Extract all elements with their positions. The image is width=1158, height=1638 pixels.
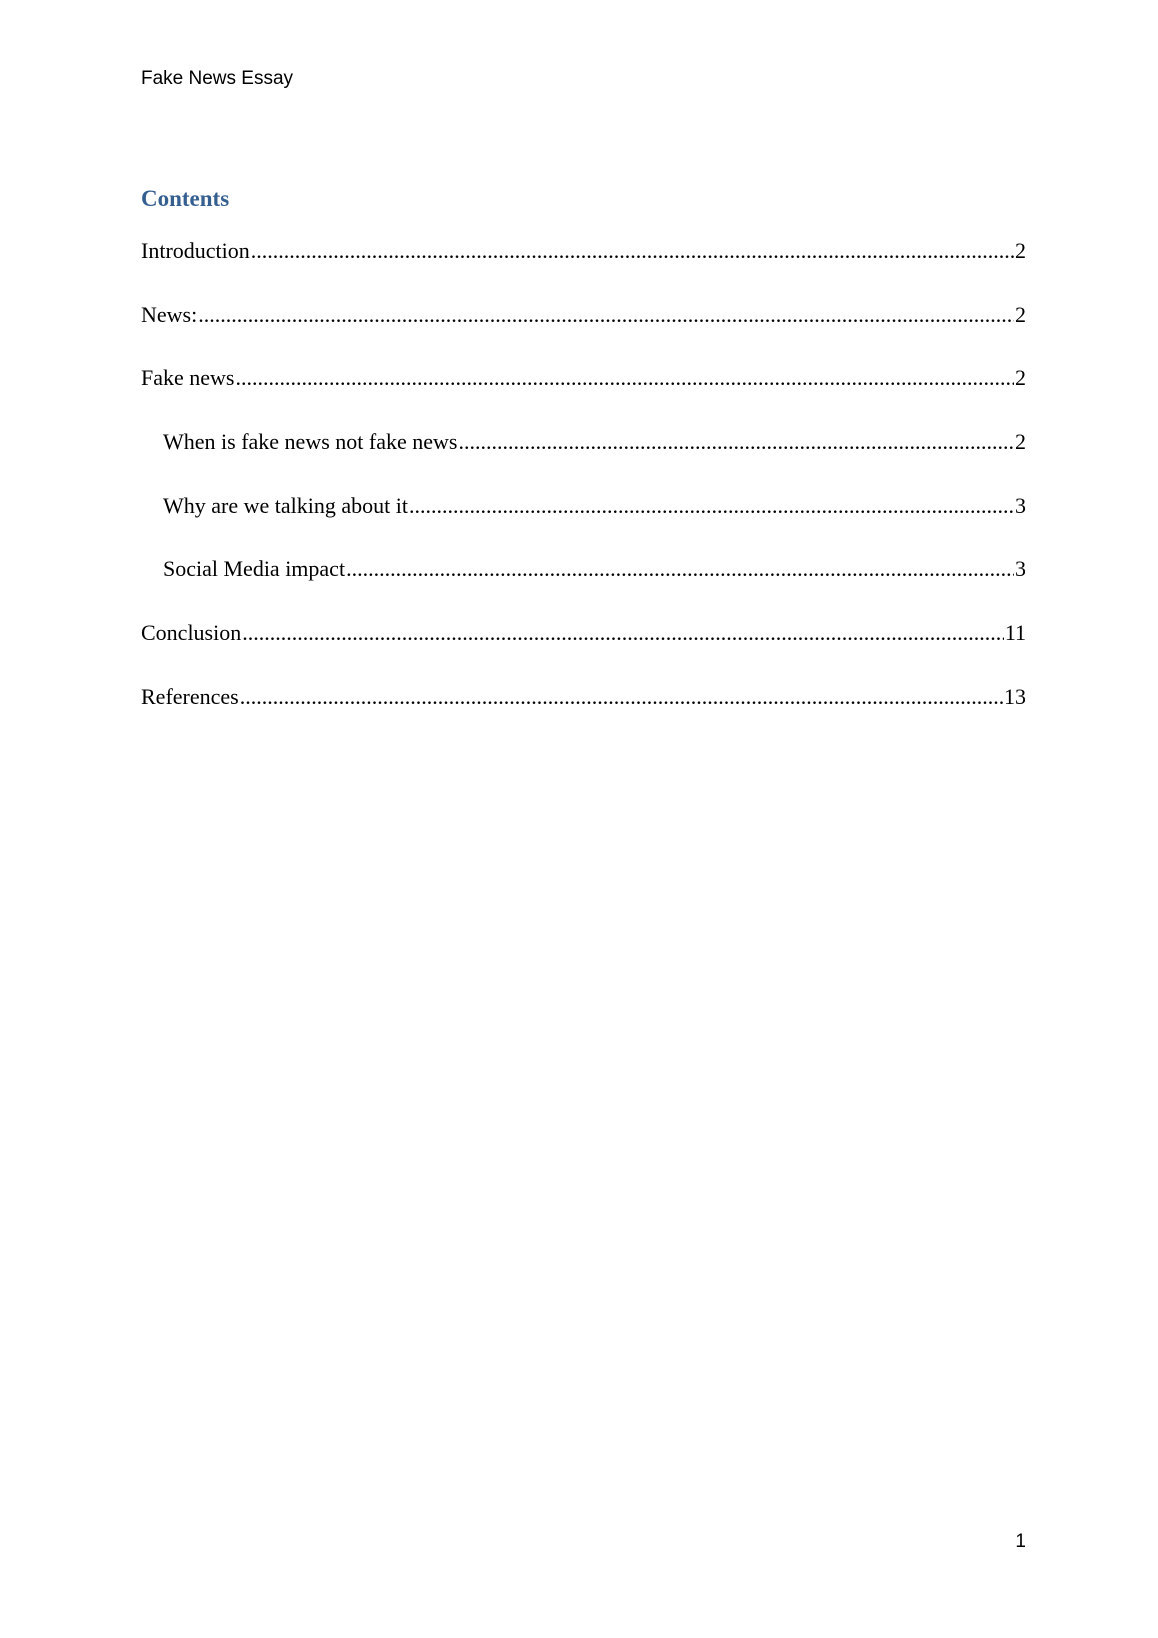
- toc-dot-leader: [198, 302, 1014, 328]
- toc-entry-page: 3: [1015, 492, 1026, 518]
- toc-dot-leader: [409, 493, 1014, 519]
- toc-dot-leader: [458, 429, 1014, 455]
- toc-entry-page: 2: [1015, 301, 1026, 327]
- toc-entry-page: 2: [1015, 238, 1026, 263]
- toc-entry-label: References: [141, 683, 239, 709]
- toc-dot-leader: [242, 620, 1004, 646]
- page-header: Fake News Essay: [141, 68, 294, 89]
- toc-entry-label: Fake news: [141, 365, 235, 391]
- toc-entry-label: When is fake news not fake news: [163, 429, 458, 455]
- toc-entry-label: Social Media impact: [163, 556, 346, 582]
- table-of-contents: [141, 238, 1026, 748]
- toc-entry-page: 13: [1004, 683, 1026, 709]
- toc-entry-label: Introduction: [141, 238, 250, 263]
- toc-entry-references[interactable]: [141, 684, 1026, 748]
- toc-dot-leader: [235, 365, 1014, 391]
- toc-title: Contents: [141, 186, 230, 211]
- toc-entry-why-are-we-talking-about-it[interactable]: [141, 493, 1026, 557]
- toc-entry-conclusion[interactable]: [141, 620, 1026, 684]
- toc-entry-label: Why are we talking about it: [163, 492, 408, 518]
- toc-entry-fake-news[interactable]: [141, 365, 1026, 429]
- toc-entry-introduction[interactable]: [141, 238, 1026, 302]
- toc-entry-social-media-impact[interactable]: [141, 556, 1026, 620]
- page-number: 1: [1015, 1531, 1026, 1552]
- toc-entry-page: 11: [1004, 620, 1026, 646]
- toc-entry-label: News:: [141, 301, 198, 327]
- toc-entry-page: 2: [1015, 365, 1026, 391]
- toc-entry-page: 3: [1015, 556, 1026, 582]
- toc-dot-leader: [251, 238, 1014, 264]
- toc-entry-when-is-fake-news-not-fake-news[interactable]: [141, 429, 1026, 493]
- toc-dot-leader: [240, 684, 1003, 710]
- toc-entry-label: Conclusion: [141, 620, 242, 646]
- toc-entry-news[interactable]: [141, 302, 1026, 366]
- toc-entry-page: 2: [1015, 429, 1026, 455]
- toc-dot-leader: [346, 556, 1014, 582]
